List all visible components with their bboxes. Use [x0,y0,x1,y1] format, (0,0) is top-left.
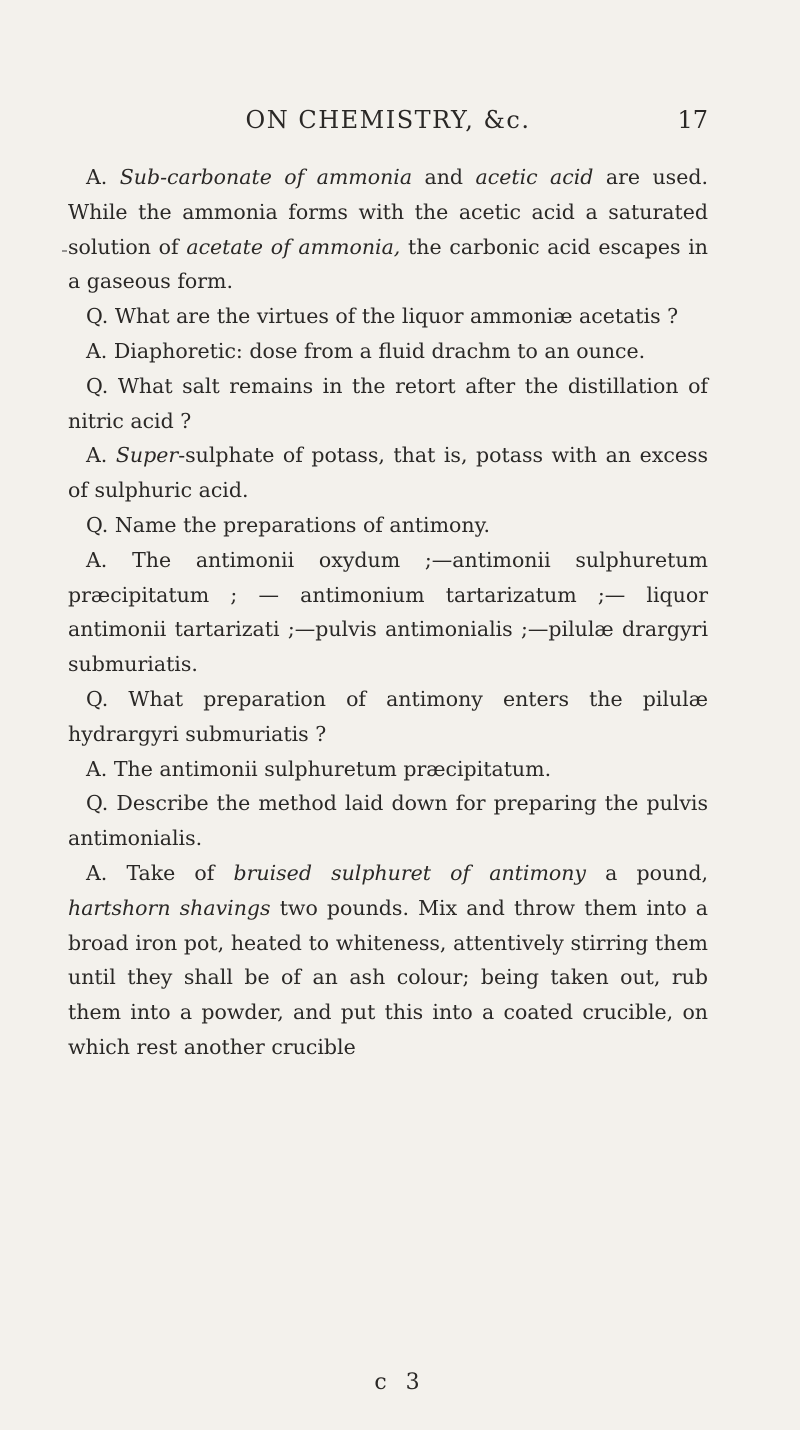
italic-run: Sub-carbonate of ammonia [119,165,413,189]
italic-run: hartshorn shavings [68,895,271,920]
running-title: ON CHEMISTRY, &c. [245,106,531,134]
body-text [68,160,708,1065]
italic-run: acetic acid [475,165,594,189]
running-head [68,106,708,146]
text-run: A. Diaphoretic: dose from a fluid drachm to an ounce. [86,338,646,363]
page-number: 17 [677,106,708,134]
text-run: A. [86,165,120,189]
text-run: Q. What are the virtues of the liquor ammoniæ acetatis ? [86,304,679,329]
text-run: -sulphate of potass, that is, potass with an excess of sulphuric acid. [68,443,708,503]
signature-mark: c 3 [374,1370,426,1395]
italic-run: bruised sulphuret of antimony [233,860,587,885]
italic-run: Super [115,443,179,468]
paragraph-q5 [68,786,708,856]
paragraph-q1 [68,299,708,334]
paragraph-a1 [68,160,708,299]
text-run: are used. While the ammonia forms with the acetic acid a saturated solution of [68,165,708,259]
paragraph-q3 [68,508,708,543]
text-run: A. [86,443,116,468]
paragraph-a3 [68,438,708,508]
text-run: a pound, [586,860,708,885]
margin-mark [62,250,67,252]
text-run: Q. What preparation of antimony enters the pilulæ hydrargyri submuriatis ? [68,686,708,746]
text-run: A. Take of [86,860,234,885]
text-run: Q. What salt remains in the retort after the distillation of nitric acid ? [68,373,708,433]
paragraph-q2 [68,369,708,439]
italic-run: acetate of ammonia, [186,234,401,259]
text-run: the carbonic acid escapes in a gaseous form. [68,234,708,294]
paragraph-q4 [68,682,708,752]
text-run: A. The antimonii sulphuretum præcipitatum. [86,756,552,781]
text-run: A. The antimonii oxydum ;—antimonii sulphuretum præcipitatum ; — antimonium tartarizatum ;— liquor antimonii tartarizati ;—pulvis antimonialis ;—pilulæ drargyri submuriatis. [68,547,708,677]
text-run: Q. Describe the method laid down for preparing the pulvis antimonialis. [68,791,708,851]
text-run: Q. Name the preparations of antimony. [86,512,490,537]
text-run: and [412,165,476,189]
paragraph-a5 [68,752,708,787]
paragraph-a6 [68,856,708,1065]
paragraph-a2 [68,334,708,369]
paragraph-a4 [68,543,708,682]
text-run: two pounds. Mix and throw them into a broad iron pot, heated to whiteness, attentively stirring them until they shall be of an ash colour; being taken out, rub them into a powder, and put this into a coated crucible, on which rest another crucible [68,895,708,1059]
